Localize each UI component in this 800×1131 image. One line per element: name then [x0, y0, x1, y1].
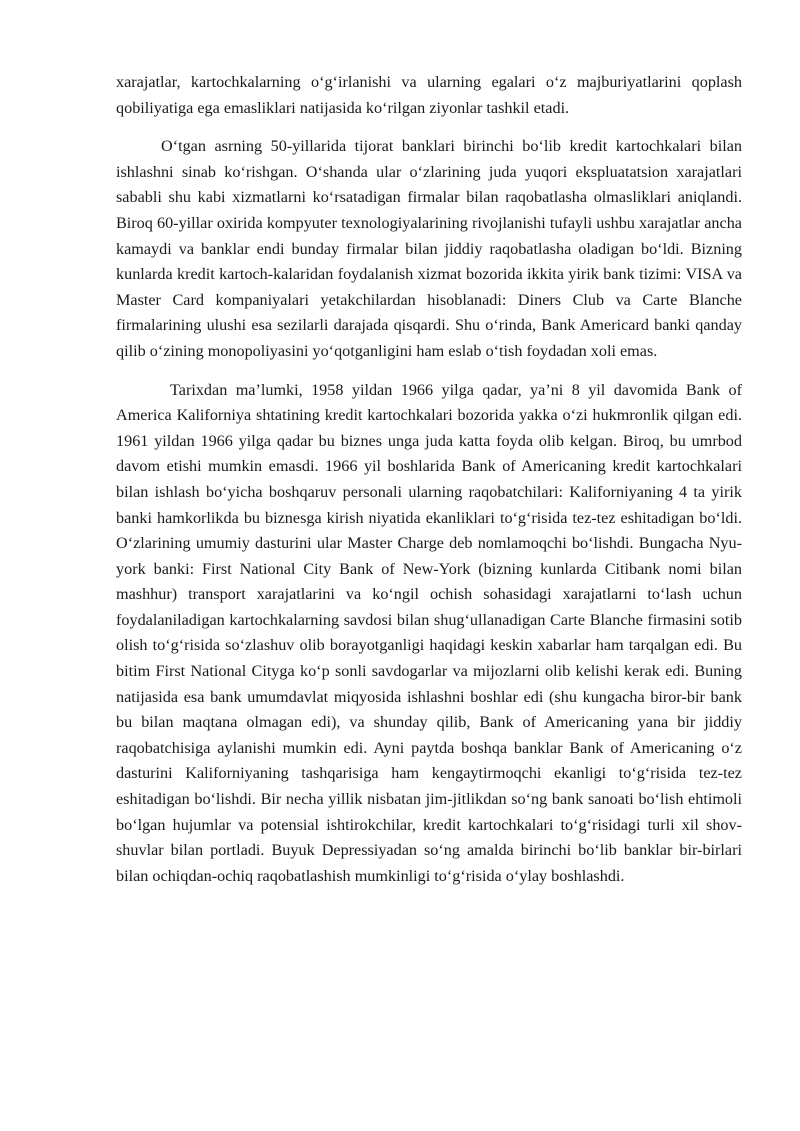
- document-page: [116, 70, 742, 889]
- paragraph-continuation: xarajatlar, kartochkalarning o‘g‘irlanishi va ularning egalari o‘z majburiyatlarini qoplash qobiliyatiga ega emasliklari natijasida ko‘rilgan ziyonlar tashkil etadi.: [116, 73, 742, 117]
- paragraph-bank-of-america: Tarixdan ma’lumki, 1958 yildan 1966 yilga qadar, ya’ni 8 yil davomida Bank of America Kaliforniya shtatining kredit kartochkalari bozorida yakka o‘zi hukmronlik qilgan edi. 1961 yildan 1966 yilga qadar bu biznes unga juda katta foyda olib kelgan. Biroq, bu umrbod davom etishi mumkin emasdi. 1966 yil boshlarida Bank of Americaning kredit kartochkalari bilan ishlash bo‘yicha boshqaruv personali ularning raqobatchilari: Kaliforniyaning 4 ta yirik banki hamkorlikda bu biznesga kirish niyatida ekanliklari to‘g‘risida tez-tez eshitadigan bo‘ldi. O‘zlarining umumiy dasturini ular Master Charge deb nomlamoqchi bo‘lishdi. Bungacha Nyu-york banki: First National City Bank of New-York (bizning kunlarda Citibank nomi bilan mashhur) transport xarajatlarini va ko‘ngil ochish sohasidagi xarajatlarni to‘lash uchun foydalaniladigan kartochkalarning savdosi bilan shug‘ullanadigan Carte Blanche firmasini sotib olish to‘g‘risida so‘zlashuv olib borayotganligi haqidagi keskin xabarlar ham tarqalgan edi. Bu bitim First National Cityga ko‘p sonli savdogarlar va mijozlarni olib kelishi kerak edi. Buning natijasida esa bank umumdavlat miqyosida ishlashni boshlar edi (shu kungacha biror-bir bank bu bilan maqtana olmagan edi), va shunday qilib, Bank of Americaning yana bir jiddiy raqobatchisiga aylanishi mumkin edi. Ayni paytda boshqa banklar Bank of Americaning o‘z dasturini Kaliforniyaning tashqarisiga ham kengaytirmoqchi ekanligi to‘g‘risida tez-tez eshitadigan bo‘lishdi. Bir necha yillik nisbatan jim-jitlikdan so‘ng bank sanoati bo‘lish ehtimoli bo‘lgan hujumlar va potensial ishtirokchilar, kredit kartochkalari to‘g‘risidagi turli xil shov-shuvlar bilan portladi. Buyuk Depressiyadan so‘ng amalda birinchi bo‘lib banklar bir-birlari bilan ochiqdan-ochiq raqobatlashish mumkinligi to‘g‘risida o‘ylay boshlashdi.: [116, 380, 742, 885]
- paragraph-credit-cards-history: O‘tgan asrning 50-yillarida tijorat banklari birinchi bo‘lib kredit kartochkalari bilan ishlashni sinab ko‘rishgan. O‘shanda ular o‘zlarining juda yuqori ekspluatatsion xarajatlari sababli shu kabi xizmatlarni ko‘rsatadigan firmalar bilan raqobatlasha olmasliklari aniqlandi. Biroq 60-yillar oxirida kompyuter texnologiyalarining rivojlanishi tufayli ushbu xarajatlar ancha kamaydi va banklar endi bunday firmalar bilan jiddiy raqobatlasha oladigan bo‘ldi. Bizning kunlarda kredit kartoch-kalaridan foydalanish xizmat bozorida ikkita yirik bank tizimi: VISA va Master Card kompaniyalari yetakchilardan hisoblanadi: Diners Club va Carte Blanche firmalarining ulushi esa sezilarli darajada qisqardi. Shu o‘rinda, Bank Americard banki qanday qilib o‘zining monopoliyasini yo‘qotganligini ham eslab o‘tish foydadan xoli emas.: [116, 137, 742, 360]
